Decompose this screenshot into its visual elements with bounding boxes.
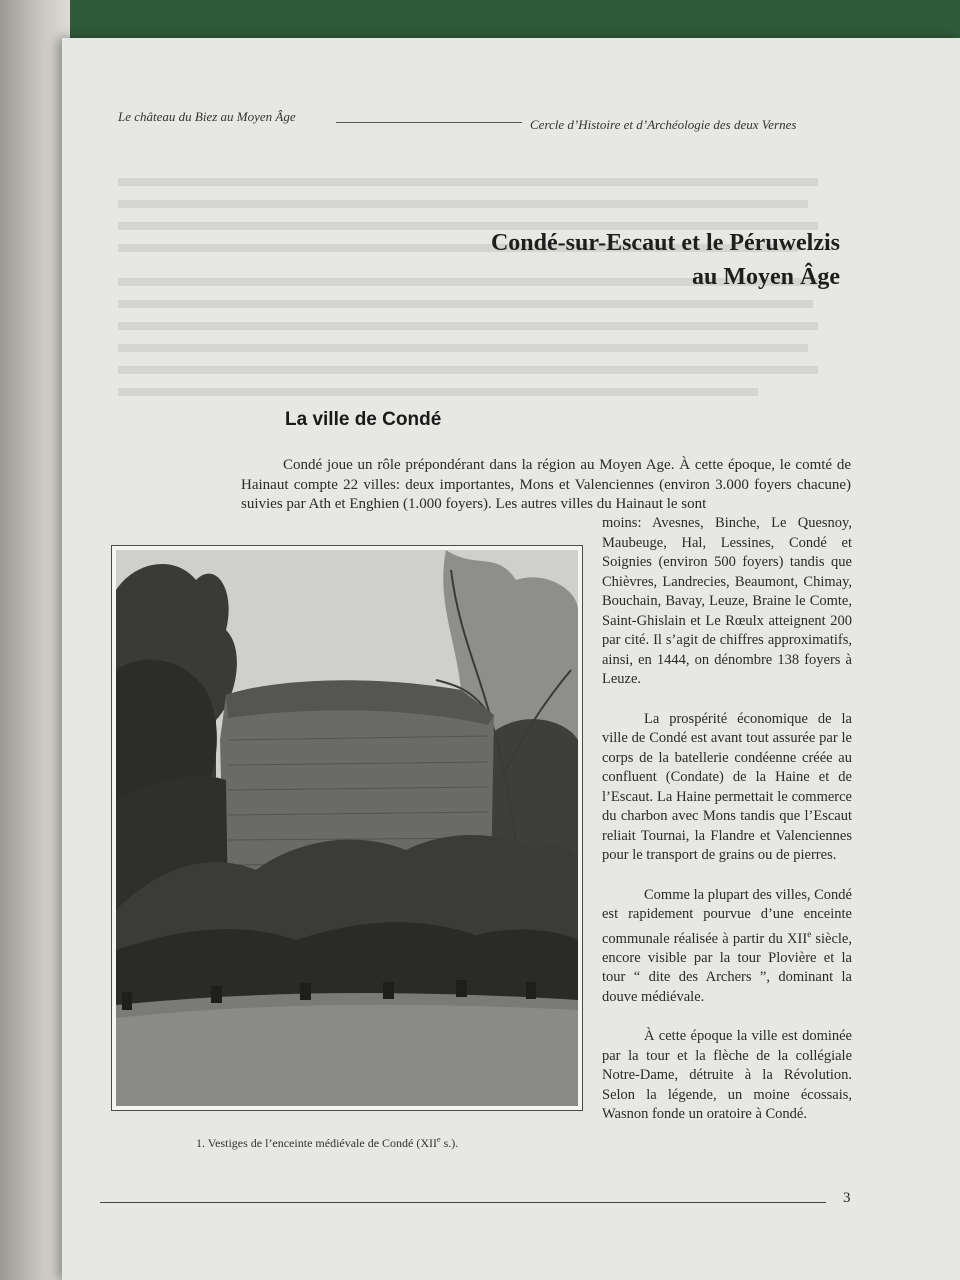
right-text-column	[602, 514, 852, 1125]
running-header-right: Cercle d’Histoire et d’Archéologie des deux Vernes	[530, 117, 797, 132]
figure-frame	[111, 545, 583, 1111]
tower-photograph	[116, 550, 578, 1106]
intro-continuation: moins: Avesnes, Binche, Le Quesnoy, Maubeuge, Hal, Lessines, Condé et Soignies (environ 500 foyers) tandis que Chièvres, Landrecies, Beaumont, Chimay, Bouchain, Bavay, Leuze, Braine le Comte, Saint-Ghislain et Le Rœulx atteignent 200 par cité. Il s’agit de chiffres approximatifs, ainsi, en 1444, on dénombre 138 foyers à Leuze.	[602, 515, 852, 687]
running-header-left: Le château du Biez au Moyen Âge	[118, 109, 296, 124]
page-title	[380, 226, 840, 294]
facing-page-edge	[0, 0, 70, 1280]
page-number: 3	[843, 1190, 851, 1206]
footer-rule	[100, 1202, 826, 1203]
title-line-2: au Moyen Âge	[692, 264, 840, 290]
figure-caption: 1. Vestiges de l’enceinte médiévale de Condé (XIIe s.).	[196, 1135, 459, 1150]
enceinte-paragraph: Comme la plupart des villes, Condé est rapidement pourvue d’une enceinte communale réalisée à partir du XIIe siècle, encore visible par la tour Plovière et la tour “ dite des Archers ”, dominant la douve médiévale.	[602, 886, 852, 1005]
epoque-paragraph: À cette époque la ville est dominée par la tour et la flèche de la collégiale Notre-Dame, détruite à la Révolution. Selon la légende, un moine écossais, Wasnon fonde un oratoire à Condé.	[602, 1028, 852, 1123]
running-header-rule	[336, 122, 522, 123]
intro-paragraph	[241, 456, 851, 515]
title-line-1: Condé-sur-Escaut et le Péruwelzis	[490, 230, 840, 256]
section-heading: La ville de Condé	[285, 409, 442, 430]
prosperity-paragraph: La prospérité économique de la ville de Condé est avant tout assurée par le corps de la batellerie condéenne créée au confluent (Condate) de la Haine et de l’Escaut. La Haine permettait le commerce du charbon avec Mons tandis que l’Escaut reliait Tournai, la Flandre et Valenciennes pour le transport de grains ou de pierres.	[602, 710, 852, 863]
intro-text: Condé joue un rôle prépondérant dans la région au Moyen Age. À cette époque, le comté de Hainaut compte 22 villes: deux importantes, Mons et Valenciennes (environ 3.000 foyers chacune) suivies par Ath et Enghien (1.000 foyers). Les autres villes du Hainaut le sont	[241, 457, 851, 512]
